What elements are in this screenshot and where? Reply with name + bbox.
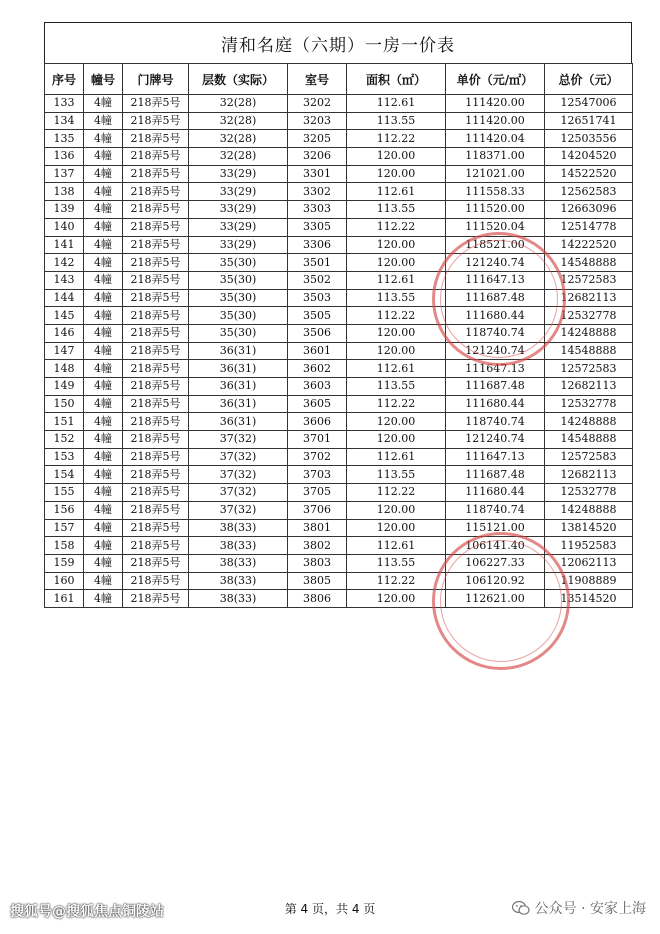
cell-unit-price: 112621.00 (446, 590, 545, 608)
cell-building: 4幢 (84, 413, 123, 431)
cell-room: 3305 (288, 218, 347, 236)
cell-building: 4幢 (84, 201, 123, 219)
cell-address: 218弄5号 (123, 324, 189, 342)
price-table (44, 63, 633, 608)
cell-seq: 142 (45, 254, 84, 272)
cell-building: 4幢 (84, 148, 123, 166)
cell-address: 218弄5号 (123, 572, 189, 590)
cell-unit-price: 115121.00 (446, 519, 545, 537)
table-row (45, 218, 633, 236)
cell-seq: 150 (45, 395, 84, 413)
cell-seq: 138 (45, 183, 84, 201)
cell-building: 4幢 (84, 289, 123, 307)
cell-floor: 35(30) (189, 254, 288, 272)
cell-area: 112.22 (347, 307, 446, 325)
cell-building: 4幢 (84, 590, 123, 608)
cell-building: 4幢 (84, 183, 123, 201)
cell-seq: 157 (45, 519, 84, 537)
cell-area: 120.00 (347, 501, 446, 519)
cell-address: 218弄5号 (123, 183, 189, 201)
table-row (45, 112, 633, 130)
cell-room: 3202 (288, 95, 347, 113)
cell-room: 3503 (288, 289, 347, 307)
cell-total-price: 14248888 (545, 501, 633, 519)
watermark-left: 搜狐号@搜狐焦点铜陵站 (10, 904, 164, 920)
cell-unit-price: 111420.00 (446, 95, 545, 113)
cell-unit-price: 111680.44 (446, 307, 545, 325)
cell-total-price: 12572583 (545, 360, 633, 378)
cell-room: 3706 (288, 501, 347, 519)
cell-area: 113.55 (347, 378, 446, 396)
header-building: 幢号 (84, 64, 123, 95)
cell-total-price: 14222520 (545, 236, 633, 254)
cell-seq: 156 (45, 501, 84, 519)
cell-room: 3203 (288, 112, 347, 130)
cell-seq: 139 (45, 201, 84, 219)
cell-total-price: 13514520 (545, 590, 633, 608)
cell-address: 218弄5号 (123, 501, 189, 519)
cell-total-price: 14204520 (545, 148, 633, 166)
table-row (45, 360, 633, 378)
cell-seq: 144 (45, 289, 84, 307)
cell-area: 120.00 (347, 519, 446, 537)
cell-address: 218弄5号 (123, 554, 189, 572)
table-header-row (45, 64, 633, 95)
cell-area: 120.00 (347, 413, 446, 431)
cell-seq: 161 (45, 590, 84, 608)
cell-area: 112.61 (347, 95, 446, 113)
cell-seq: 140 (45, 218, 84, 236)
cell-floor: 35(30) (189, 324, 288, 342)
cell-unit-price: 118371.00 (446, 148, 545, 166)
table-row (45, 342, 633, 360)
cell-address: 218弄5号 (123, 413, 189, 431)
cell-seq: 153 (45, 448, 84, 466)
table-row (45, 254, 633, 272)
cell-seq: 146 (45, 324, 84, 342)
cell-area: 112.61 (347, 183, 446, 201)
cell-building: 4幢 (84, 501, 123, 519)
cell-floor: 33(29) (189, 183, 288, 201)
cell-building: 4幢 (84, 448, 123, 466)
price-sheet (44, 22, 632, 608)
table-row (45, 413, 633, 431)
cell-address: 218弄5号 (123, 271, 189, 289)
cell-unit-price: 121021.00 (446, 165, 545, 183)
cell-unit-price: 111687.48 (446, 466, 545, 484)
cell-room: 3603 (288, 378, 347, 396)
cell-room: 3506 (288, 324, 347, 342)
cell-floor: 35(30) (189, 307, 288, 325)
cell-total-price: 12532778 (545, 307, 633, 325)
document-title: 清和名庭（六期）一房一价表 (44, 22, 632, 63)
cell-floor: 35(30) (189, 271, 288, 289)
cell-address: 218弄5号 (123, 254, 189, 272)
cell-address: 218弄5号 (123, 148, 189, 166)
cell-address: 218弄5号 (123, 342, 189, 360)
cell-unit-price: 111647.13 (446, 448, 545, 466)
cell-room: 3702 (288, 448, 347, 466)
cell-floor: 36(31) (189, 342, 288, 360)
cell-unit-price: 118740.74 (446, 324, 545, 342)
cell-room: 3303 (288, 201, 347, 219)
cell-area: 113.55 (347, 554, 446, 572)
cell-area: 112.61 (347, 271, 446, 289)
cell-total-price: 14548888 (545, 342, 633, 360)
cell-total-price: 12532778 (545, 484, 633, 502)
cell-building: 4幢 (84, 236, 123, 254)
table-row (45, 324, 633, 342)
table-row (45, 590, 633, 608)
cell-address: 218弄5号 (123, 307, 189, 325)
table-row (45, 236, 633, 254)
cell-floor: 33(29) (189, 201, 288, 219)
table-row (45, 95, 633, 113)
cell-unit-price: 121240.74 (446, 254, 545, 272)
cell-seq: 134 (45, 112, 84, 130)
cell-building: 4幢 (84, 165, 123, 183)
cell-unit-price: 111420.00 (446, 112, 545, 130)
header-floor: 层数（实际） (189, 64, 288, 95)
cell-area: 113.55 (347, 201, 446, 219)
table-row (45, 271, 633, 289)
cell-building: 4幢 (84, 466, 123, 484)
cell-total-price: 12547006 (545, 95, 633, 113)
table-row (45, 289, 633, 307)
cell-seq: 159 (45, 554, 84, 572)
cell-seq: 149 (45, 378, 84, 396)
cell-total-price: 12682113 (545, 289, 633, 307)
cell-floor: 36(31) (189, 395, 288, 413)
cell-room: 3701 (288, 431, 347, 449)
table-row (45, 501, 633, 519)
cell-seq: 147 (45, 342, 84, 360)
cell-floor: 38(33) (189, 572, 288, 590)
cell-room: 3805 (288, 572, 347, 590)
cell-address: 218弄5号 (123, 395, 189, 413)
cell-building: 4幢 (84, 342, 123, 360)
cell-building: 4幢 (84, 254, 123, 272)
cell-room: 3206 (288, 148, 347, 166)
cell-floor: 38(33) (189, 554, 288, 572)
cell-building: 4幢 (84, 307, 123, 325)
cell-area: 112.61 (347, 448, 446, 466)
cell-seq: 143 (45, 271, 84, 289)
cell-total-price: 12562583 (545, 183, 633, 201)
cell-building: 4幢 (84, 112, 123, 130)
cell-seq: 154 (45, 466, 84, 484)
cell-total-price: 12062113 (545, 554, 633, 572)
cell-total-price: 14548888 (545, 431, 633, 449)
cell-total-price: 12572583 (545, 448, 633, 466)
page-number: 第 4 页，共 4 页 (284, 902, 376, 916)
cell-room: 3502 (288, 271, 347, 289)
cell-room: 3606 (288, 413, 347, 431)
cell-seq: 148 (45, 360, 84, 378)
cell-total-price: 12663096 (545, 201, 633, 219)
cell-total-price: 11952583 (545, 537, 633, 555)
cell-area: 120.00 (347, 165, 446, 183)
cell-total-price: 12682113 (545, 378, 633, 396)
cell-building: 4幢 (84, 218, 123, 236)
cell-room: 3703 (288, 466, 347, 484)
cell-address: 218弄5号 (123, 165, 189, 183)
wechat-icon (512, 900, 530, 916)
cell-building: 4幢 (84, 324, 123, 342)
cell-area: 112.61 (347, 360, 446, 378)
cell-floor: 32(28) (189, 148, 288, 166)
cell-area: 120.00 (347, 236, 446, 254)
cell-total-price: 13814520 (545, 519, 633, 537)
header-address: 门牌号 (123, 64, 189, 95)
table-row (45, 378, 633, 396)
cell-floor: 38(33) (189, 519, 288, 537)
cell-floor: 36(31) (189, 378, 288, 396)
cell-floor: 32(28) (189, 130, 288, 148)
cell-address: 218弄5号 (123, 218, 189, 236)
cell-unit-price: 106120.92 (446, 572, 545, 590)
header-seq: 序号 (45, 64, 84, 95)
cell-address: 218弄5号 (123, 130, 189, 148)
header-unit-price: 单价（元/㎡） (446, 64, 545, 95)
cell-building: 4幢 (84, 95, 123, 113)
cell-area: 112.22 (347, 218, 446, 236)
cell-floor: 33(29) (189, 218, 288, 236)
table-row (45, 307, 633, 325)
cell-total-price: 12532778 (545, 395, 633, 413)
cell-room: 3205 (288, 130, 347, 148)
cell-area: 120.00 (347, 342, 446, 360)
cell-building: 4幢 (84, 519, 123, 537)
table-row (45, 148, 633, 166)
cell-floor: 36(31) (189, 360, 288, 378)
cell-floor: 32(28) (189, 95, 288, 113)
cell-room: 3602 (288, 360, 347, 378)
cell-unit-price: 111520.04 (446, 218, 545, 236)
cell-total-price: 11908889 (545, 572, 633, 590)
cell-room: 3802 (288, 537, 347, 555)
cell-unit-price: 118740.74 (446, 501, 545, 519)
cell-room: 3505 (288, 307, 347, 325)
cell-room: 3601 (288, 342, 347, 360)
cell-unit-price: 111420.04 (446, 130, 545, 148)
cell-room: 3501 (288, 254, 347, 272)
cell-building: 4幢 (84, 395, 123, 413)
cell-seq: 155 (45, 484, 84, 502)
cell-address: 218弄5号 (123, 537, 189, 555)
cell-floor: 37(32) (189, 501, 288, 519)
table-row (45, 130, 633, 148)
header-room: 室号 (288, 64, 347, 95)
table-body (45, 95, 633, 608)
cell-room: 3705 (288, 484, 347, 502)
cell-address: 218弄5号 (123, 519, 189, 537)
cell-area: 113.55 (347, 112, 446, 130)
cell-floor: 33(29) (189, 236, 288, 254)
cell-room: 3801 (288, 519, 347, 537)
cell-address: 218弄5号 (123, 201, 189, 219)
cell-seq: 145 (45, 307, 84, 325)
table-row (45, 165, 633, 183)
header-area: 面积（㎡） (347, 64, 446, 95)
cell-unit-price: 111558.33 (446, 183, 545, 201)
cell-seq: 133 (45, 95, 84, 113)
watermark-right (512, 898, 646, 918)
cell-seq: 136 (45, 148, 84, 166)
cell-total-price: 12651741 (545, 112, 633, 130)
table-row (45, 183, 633, 201)
table-row (45, 201, 633, 219)
cell-building: 4幢 (84, 572, 123, 590)
table-row (45, 519, 633, 537)
cell-unit-price: 111687.48 (446, 289, 545, 307)
cell-floor: 38(33) (189, 590, 288, 608)
cell-room: 3306 (288, 236, 347, 254)
cell-floor: 36(31) (189, 413, 288, 431)
cell-address: 218弄5号 (123, 360, 189, 378)
cell-area: 120.00 (347, 431, 446, 449)
table-row (45, 572, 633, 590)
cell-seq: 135 (45, 130, 84, 148)
cell-building: 4幢 (84, 378, 123, 396)
cell-address: 218弄5号 (123, 378, 189, 396)
table-row (45, 484, 633, 502)
cell-area: 120.00 (347, 148, 446, 166)
cell-floor: 37(32) (189, 431, 288, 449)
cell-address: 218弄5号 (123, 95, 189, 113)
table-row (45, 448, 633, 466)
cell-building: 4幢 (84, 537, 123, 555)
table-row (45, 466, 633, 484)
cell-address: 218弄5号 (123, 431, 189, 449)
cell-area: 112.61 (347, 537, 446, 555)
cell-building: 4幢 (84, 554, 123, 572)
cell-address: 218弄5号 (123, 289, 189, 307)
cell-area: 112.22 (347, 395, 446, 413)
table-row (45, 431, 633, 449)
cell-unit-price: 111647.13 (446, 271, 545, 289)
cell-seq: 160 (45, 572, 84, 590)
header-total-price: 总价（元） (545, 64, 633, 95)
cell-address: 218弄5号 (123, 466, 189, 484)
cell-room: 3302 (288, 183, 347, 201)
cell-seq: 137 (45, 165, 84, 183)
cell-floor: 37(32) (189, 466, 288, 484)
cell-unit-price: 111680.44 (446, 484, 545, 502)
cell-total-price: 14522520 (545, 165, 633, 183)
cell-total-price: 14248888 (545, 413, 633, 431)
cell-unit-price: 121240.74 (446, 342, 545, 360)
cell-floor: 33(29) (189, 165, 288, 183)
watermark-right-text: 公众号 · 安家上海 (534, 901, 646, 917)
cell-room: 3605 (288, 395, 347, 413)
cell-building: 4幢 (84, 431, 123, 449)
cell-unit-price: 121240.74 (446, 431, 545, 449)
cell-building: 4幢 (84, 484, 123, 502)
cell-room: 3301 (288, 165, 347, 183)
cell-area: 113.55 (347, 466, 446, 484)
cell-seq: 141 (45, 236, 84, 254)
table-row (45, 554, 633, 572)
table-row (45, 395, 633, 413)
cell-area: 112.22 (347, 572, 446, 590)
cell-total-price: 14248888 (545, 324, 633, 342)
cell-unit-price: 111647.13 (446, 360, 545, 378)
cell-address: 218弄5号 (123, 236, 189, 254)
cell-total-price: 12572583 (545, 271, 633, 289)
cell-area: 112.22 (347, 484, 446, 502)
cell-unit-price: 111520.00 (446, 201, 545, 219)
cell-address: 218弄5号 (123, 112, 189, 130)
cell-building: 4幢 (84, 360, 123, 378)
cell-unit-price: 106227.33 (446, 554, 545, 572)
cell-total-price: 12514778 (545, 218, 633, 236)
cell-floor: 35(30) (189, 289, 288, 307)
cell-floor: 32(28) (189, 112, 288, 130)
cell-address: 218弄5号 (123, 484, 189, 502)
cell-room: 3806 (288, 590, 347, 608)
cell-unit-price: 118521.00 (446, 236, 545, 254)
cell-address: 218弄5号 (123, 590, 189, 608)
cell-floor: 37(32) (189, 484, 288, 502)
cell-building: 4幢 (84, 130, 123, 148)
cell-address: 218弄5号 (123, 448, 189, 466)
table-row (45, 537, 633, 555)
cell-area: 120.00 (347, 590, 446, 608)
cell-floor: 37(32) (189, 448, 288, 466)
cell-unit-price: 106141.40 (446, 537, 545, 555)
cell-total-price: 14548888 (545, 254, 633, 272)
cell-total-price: 12503556 (545, 130, 633, 148)
cell-floor: 38(33) (189, 537, 288, 555)
cell-building: 4幢 (84, 271, 123, 289)
cell-unit-price: 111687.48 (446, 378, 545, 396)
cell-area: 113.55 (347, 289, 446, 307)
cell-area: 120.00 (347, 324, 446, 342)
cell-unit-price: 111680.44 (446, 395, 545, 413)
cell-room: 3803 (288, 554, 347, 572)
cell-seq: 152 (45, 431, 84, 449)
cell-seq: 158 (45, 537, 84, 555)
cell-total-price: 12682113 (545, 466, 633, 484)
cell-unit-price: 118740.74 (446, 413, 545, 431)
cell-area: 120.00 (347, 254, 446, 272)
cell-seq: 151 (45, 413, 84, 431)
cell-area: 112.22 (347, 130, 446, 148)
